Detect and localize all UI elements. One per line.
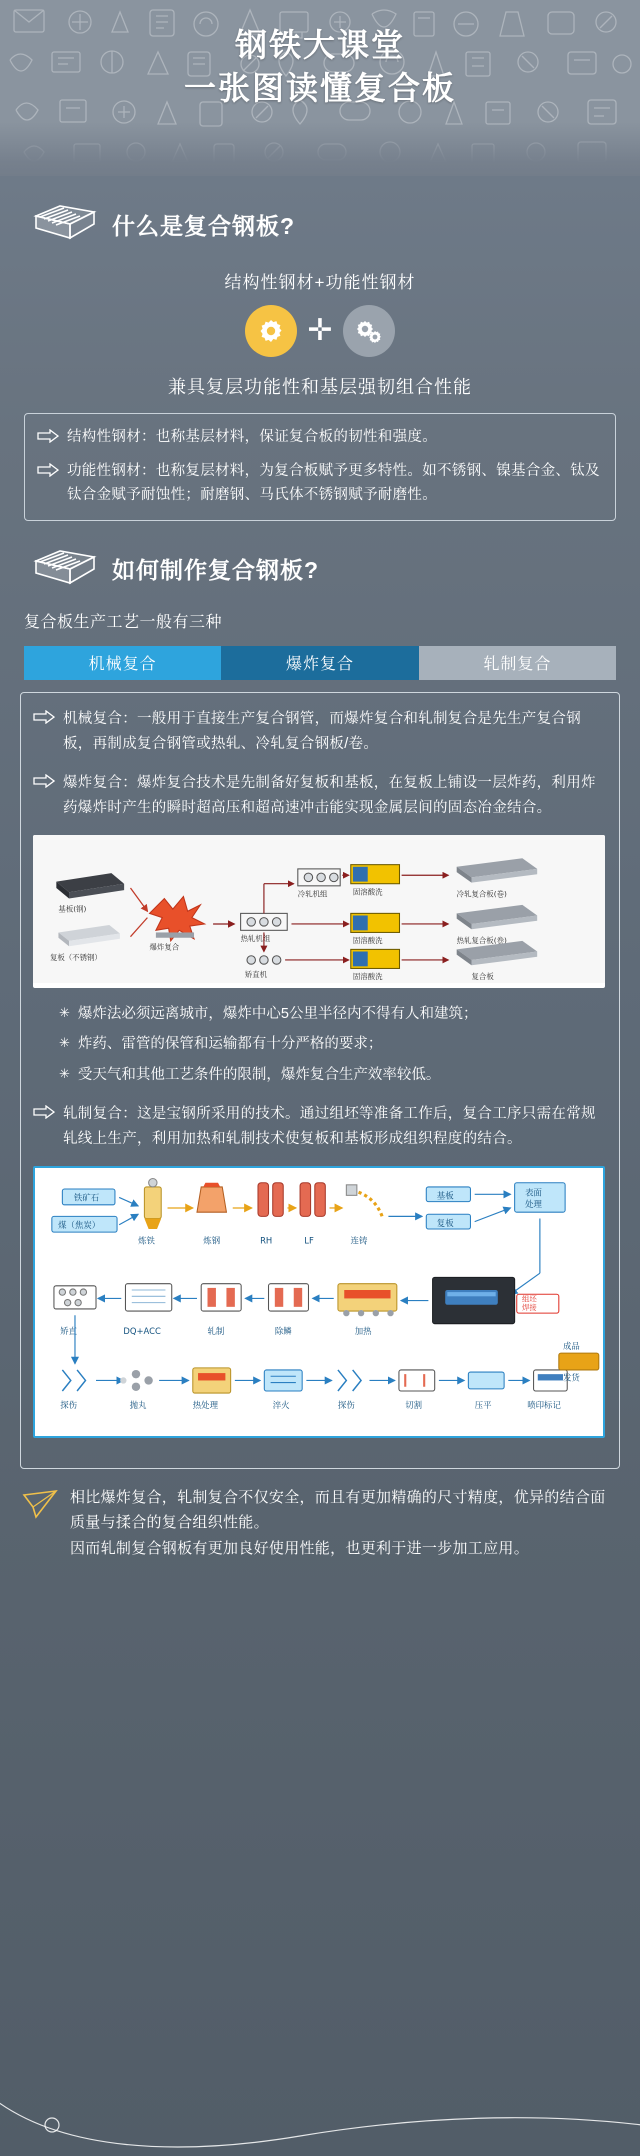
svg-text:基板: 基板	[436, 1190, 454, 1201]
svg-text:热轧复合板(卷): 热轧复合板(卷)	[456, 935, 507, 945]
tab-rolling[interactable]: 轧制复合	[419, 646, 616, 680]
closing-line-1: 相比爆炸复合，轧制复合不仅安全，而且有更加精确的尺寸精度，优异的结合面质量与揉合的复合组织性能。	[70, 1488, 606, 1532]
plus-icon: ✛	[307, 314, 333, 347]
svg-text:切割: 切割	[405, 1399, 423, 1410]
svg-text:除鳞: 除鳞	[274, 1325, 292, 1336]
list-item	[33, 1102, 605, 1152]
svg-text:炼铁: 炼铁	[138, 1235, 155, 1246]
list-item	[33, 707, 605, 757]
svg-text:探伤: 探伤	[60, 1399, 78, 1410]
svg-text:处理: 处理	[525, 1198, 542, 1209]
svg-text:复板（不锈钢）: 复板（不锈钢）	[49, 952, 102, 962]
svg-text:轧制: 轧制	[207, 1325, 225, 1336]
list-item-text: 机械复合：一般用于直接生产复合钢管，而爆炸复合和轧制复合是先生产复合钢板，再制成复合钢管或热轧、冷轧复合钢板/卷。	[63, 710, 581, 752]
svg-text:抛丸: 抛丸	[129, 1399, 147, 1410]
svg-text:冷轧复合板(卷): 冷轧复合板(卷)	[456, 888, 507, 898]
svg-text:探伤: 探伤	[337, 1399, 355, 1410]
tab-mechanical[interactable]: 机械复合	[24, 646, 221, 680]
hero-fade	[0, 122, 640, 176]
svg-text:冷轧机组: 冷轧机组	[297, 888, 328, 898]
rolling-process-diagram	[33, 1166, 605, 1438]
title-line-2: 一张图读懂复合板	[183, 69, 456, 106]
svg-text:表面: 表面	[525, 1186, 542, 1197]
explosion-process-diagram	[33, 835, 605, 988]
svg-text:焊接: 焊接	[521, 1302, 537, 1312]
svg-text:LF: LF	[304, 1235, 314, 1246]
svg-text:矫直: 矫直	[60, 1325, 78, 1336]
svg-text:RH: RH	[260, 1235, 273, 1246]
process-tabs	[24, 646, 616, 680]
list-item-text: 爆炸法必须远离城市，爆炸中心5公里半径内不得有人和建筑；	[77, 1005, 478, 1022]
arrow-right-icon	[33, 1105, 55, 1119]
list-item	[37, 426, 601, 450]
list-item-text: 功能性钢材：也称复层材料，为复合板赋予更多特性。如不锈钢、镍基合金、钛及钛合金赋予耐蚀性；耐磨钢、马氏体不锈钢赋予耐磨性。	[67, 462, 600, 503]
paper-plane-icon	[22, 1489, 60, 1519]
svg-text:压平: 压平	[474, 1399, 492, 1410]
svg-text:铁矿石: 铁矿石	[73, 1192, 100, 1203]
svg-text:复板: 复板	[436, 1217, 454, 1228]
svg-text:复合板: 复合板	[471, 971, 494, 981]
section-1-title: 什么是复合钢板?	[112, 212, 296, 239]
decorative-curve	[0, 2086, 640, 2156]
title-line-1: 钢铁大课堂	[234, 27, 405, 63]
svg-text:固溶酸洗: 固溶酸洗	[352, 935, 383, 945]
svg-text:基板(钢): 基板(钢)	[58, 903, 87, 913]
list-item	[59, 1063, 605, 1088]
asterisk-icon: ✳	[59, 1004, 70, 1020]
list-item	[59, 1002, 605, 1027]
section-2-title: 如何制作复合钢板?	[112, 557, 320, 584]
book-icon	[30, 547, 100, 591]
list-item-text: 结构性钢材：也称基层材料，保证复合板的韧性和强度。	[67, 429, 437, 445]
book-icon	[30, 202, 100, 246]
section-2-panel	[20, 692, 620, 1469]
section-1-panel	[24, 413, 616, 521]
caution-list	[59, 1002, 605, 1088]
arrow-right-icon	[37, 429, 59, 443]
asterisk-icon: ✳	[59, 1066, 70, 1082]
svg-text:固溶酸洗: 固溶酸洗	[352, 886, 383, 896]
svg-text:炼钢: 炼钢	[203, 1235, 221, 1246]
hero-banner	[0, 0, 640, 176]
arrow-right-icon	[33, 710, 55, 724]
arrow-right-icon	[37, 463, 59, 477]
svg-text:煤（焦炭）: 煤（焦炭）	[58, 1219, 101, 1230]
gears-gray-icon	[343, 305, 395, 357]
list-item-text: 轧制复合：这是宝钢所采用的技术。通过组坯等准备工作后，复合工序只需在常规轧线上生产，利用加热和轧制技术使复板和基板形成组织程度的结合。	[63, 1105, 596, 1147]
explosion-diagram-svg	[33, 835, 605, 983]
asterisk-icon: ✳	[59, 1035, 70, 1051]
rolling-diagram-svg	[35, 1168, 603, 1431]
section-2-lead: 复合板生产工艺一般有三种	[24, 613, 223, 631]
formula-text: 结构性钢材+功能性钢材	[224, 273, 416, 292]
svg-text:喷印标记: 喷印标记	[527, 1399, 561, 1410]
formula-icons	[0, 305, 640, 357]
list-item-text: 爆炸复合：爆炸复合技术是先制备好复板和基板，在复板上铺设一层炸药，利用炸药爆炸时产生的瞬时超高压和超高速冲击能实现金属层间的固态冶金结合。	[63, 774, 596, 816]
svg-text:热处理: 热处理	[192, 1399, 219, 1410]
svg-text:发货: 发货	[563, 1372, 580, 1383]
svg-text:成品: 成品	[563, 1340, 580, 1351]
closing-line-2: 因而轧制复合钢板有更加良好使用性能，也更利于进一步加工应用。	[70, 1540, 530, 1558]
svg-text:矫直机: 矫直机	[244, 969, 268, 979]
svg-text:热轧机组: 热轧机组	[240, 933, 271, 943]
list-item	[33, 771, 605, 821]
page-title	[0, 0, 640, 110]
list-item-text: 受天气和其他工艺条件的限制，爆炸复合生产效率较低。	[77, 1067, 441, 1084]
svg-text:组坯: 组坯	[521, 1294, 537, 1304]
tab-explosion[interactable]: 爆炸复合	[221, 646, 418, 680]
closing-block	[0, 1485, 640, 1562]
svg-text:固溶酸洗: 固溶酸洗	[352, 971, 383, 981]
svg-text:淬火: 淬火	[272, 1399, 290, 1410]
list-item-text: 炸药、雷管的保管和运输都有十分严格的要求；	[77, 1036, 383, 1053]
list-item	[37, 460, 601, 508]
svg-text:加热: 加热	[354, 1325, 372, 1336]
section-2-header	[0, 547, 640, 591]
arrow-right-icon	[33, 774, 55, 788]
gear-yellow-icon	[245, 305, 297, 357]
svg-text:爆炸复合: 爆炸复合	[149, 941, 180, 951]
svg-text:连铸: 连铸	[350, 1235, 368, 1246]
list-item	[59, 1032, 605, 1057]
result-text: 兼具复层功能性和基层强韧组合性能	[168, 377, 472, 397]
section-1-header	[0, 202, 640, 246]
svg-text:DQ+ACC: DQ+ACC	[123, 1325, 161, 1336]
